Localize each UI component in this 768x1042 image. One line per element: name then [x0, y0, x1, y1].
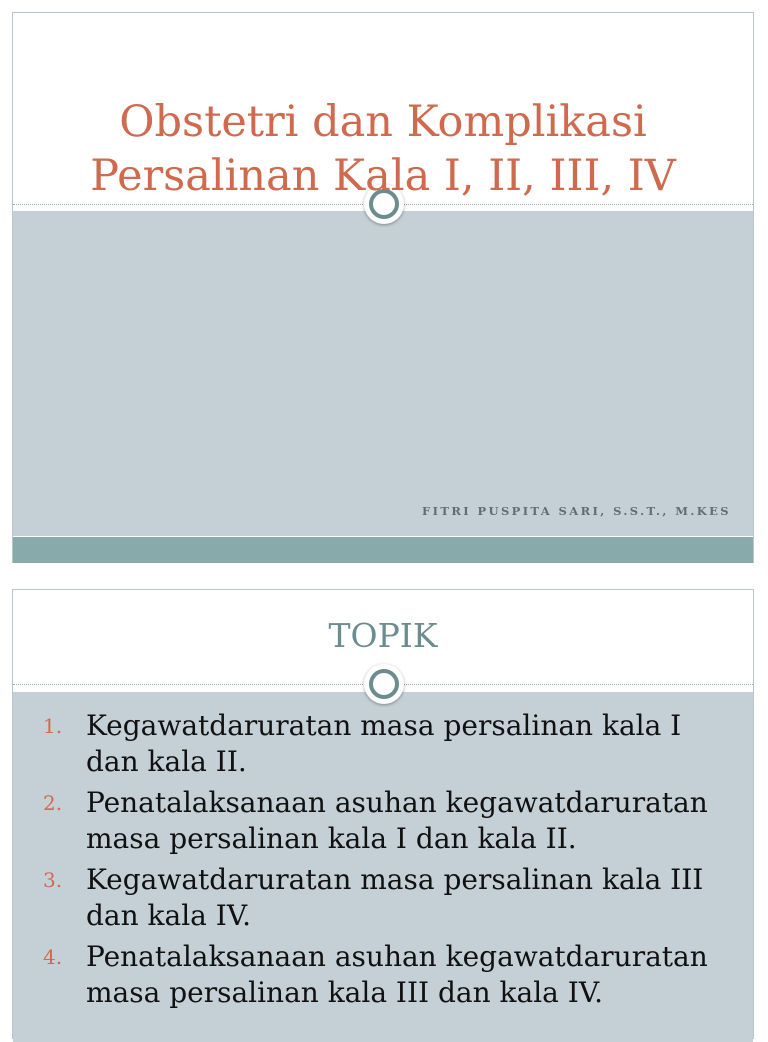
slide-title — [13, 95, 753, 203]
list-item — [13, 862, 753, 934]
list-item — [13, 708, 753, 780]
list-item-text: Kegawatdaruratan masa persalinan kala III dan kala IV. — [86, 863, 704, 932]
list-number: 3. — [43, 868, 63, 892]
subtitle-area — [13, 211, 753, 536]
list-item — [13, 939, 753, 1011]
list-item-text: Penatalaksanaan asuhan kegawatdaruratan masa persalinan kala III dan kala IV. — [86, 940, 708, 1009]
list-number: 1. — [43, 714, 63, 738]
list-number: 4. — [43, 945, 63, 969]
list-item — [13, 785, 753, 857]
slide-title-line-2: Persalinan Kala I, II, III, IV — [90, 151, 676, 201]
author-name: FITRI PUSPITA SARI, S.S.T., M.KES — [422, 504, 731, 518]
slide-title: TOPIK — [328, 616, 438, 655]
list-number: 2. — [43, 791, 63, 815]
list-item-text: Kegawatdaruratan masa persalinan kala I dan kala II. — [86, 709, 682, 778]
topic-list — [13, 708, 753, 1016]
title-slide — [12, 12, 754, 563]
circle-ornament-icon — [364, 664, 404, 704]
list-item-text: Penatalaksanaan asuhan kegawatdaruratan masa persalinan kala I dan kala II. — [86, 786, 708, 855]
topics-slide — [12, 589, 754, 1039]
slide-title-line-1: Obstetri dan Komplikasi — [119, 97, 647, 147]
footer-band — [13, 537, 753, 563]
